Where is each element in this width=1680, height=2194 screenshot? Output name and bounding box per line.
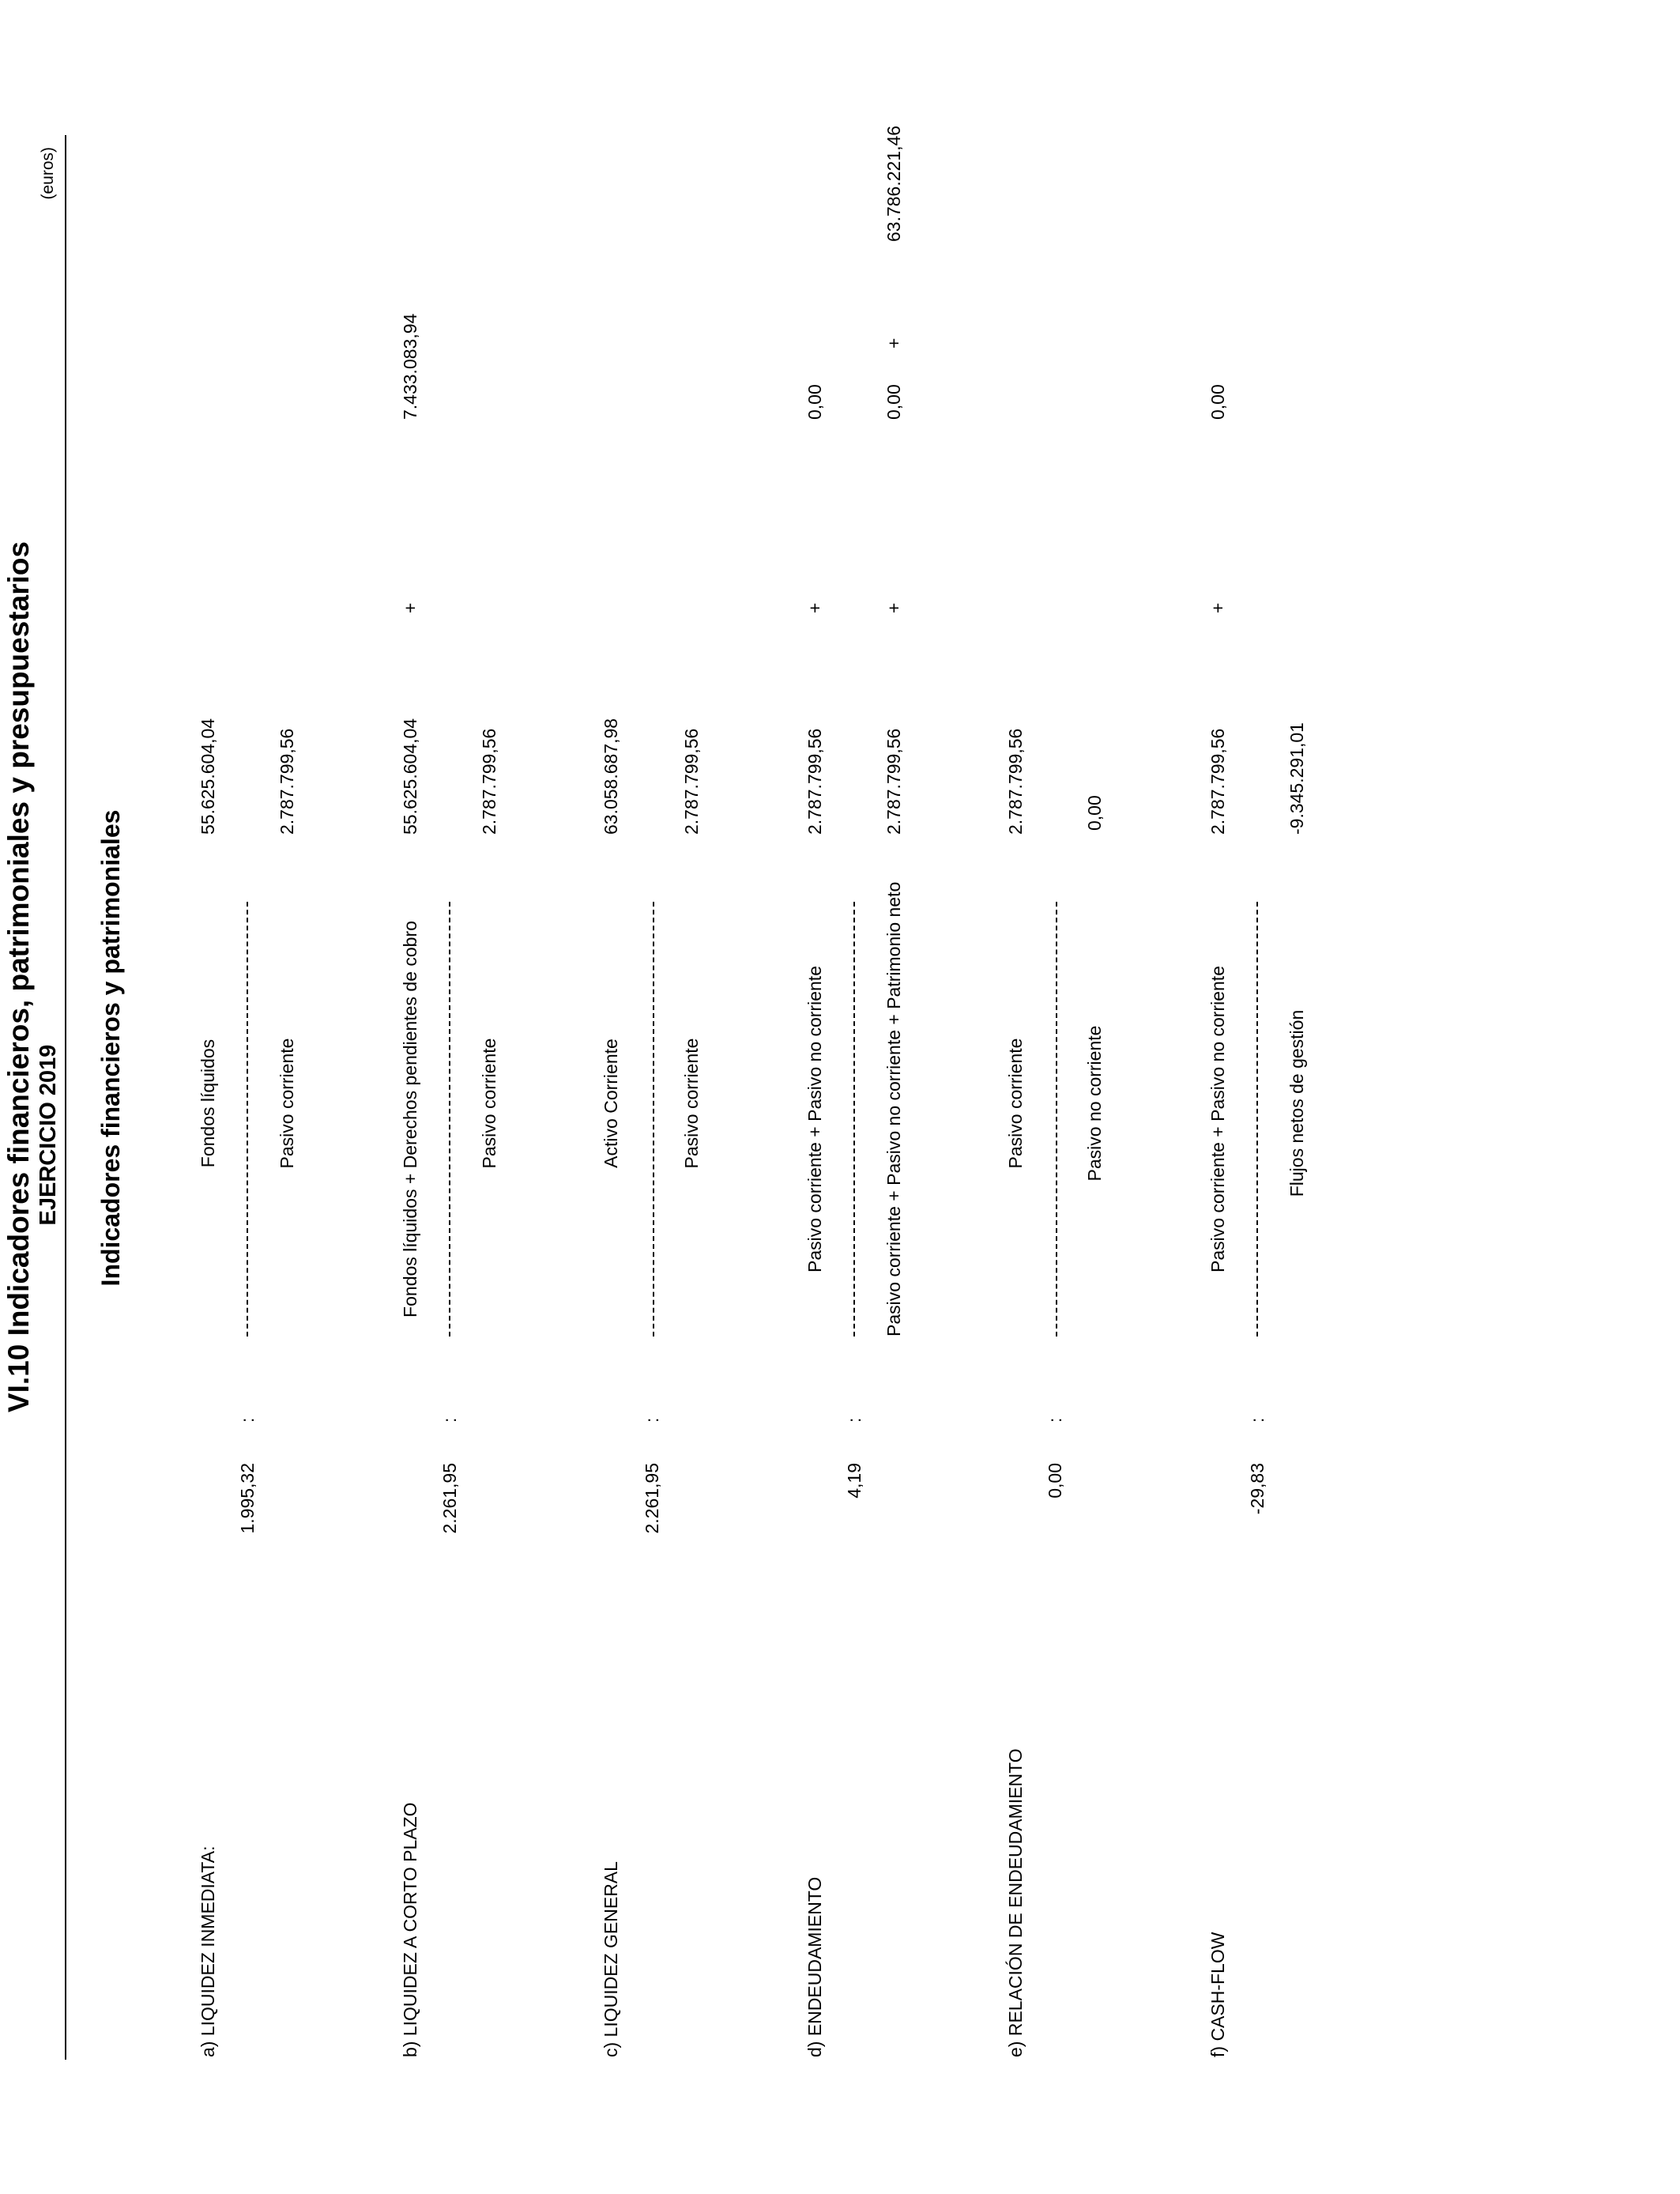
indicator-label: c) LIQUIDEZ GENERAL — [601, 1861, 621, 2057]
indicator-result: 0,00 — [1045, 1463, 1065, 1498]
fraction-line — [247, 902, 248, 1336]
indicator-colon: : — [439, 1417, 460, 1423]
numerator-formula: Pasivo corriente + Pasivo no corriente — [1207, 966, 1228, 1273]
numerator-value: 2.787.799,56 — [804, 728, 825, 835]
plus-operator: + — [400, 602, 420, 613]
indicator-colon: : — [237, 1417, 258, 1423]
denominator-formula: Pasivo corriente — [277, 1038, 297, 1169]
denominator-value: -9.345.291,01 — [1286, 722, 1307, 835]
numerator-formula: Pasivo corriente — [1005, 1038, 1026, 1169]
indicator-result: -29,83 — [1247, 1463, 1268, 1515]
numerator-value: 7.433.083,94 — [400, 313, 420, 420]
indicator-label: b) LIQUIDEZ A CORTO PLAZO — [400, 1802, 420, 2057]
denominator-formula: Pasivo corriente — [479, 1038, 499, 1169]
denominator-formula: Flujos netos de gestión — [1286, 1009, 1307, 1197]
numerator-value: 0,00 — [1207, 384, 1228, 420]
denominator-value: 0,00 — [883, 384, 904, 420]
fraction-line — [853, 902, 855, 1336]
numerator-formula: Fondos líquidos + Derechos pendientes de cobro — [400, 921, 420, 1318]
indicator-colon: : — [1045, 1417, 1065, 1423]
indicator-result: 2.261,95 — [439, 1463, 460, 1534]
numerator-value: 0,00 — [804, 384, 825, 420]
indicator-result: 1.995,32 — [237, 1463, 258, 1534]
units-label: (euros) — [39, 147, 57, 200]
numerator-value: 2.787.799,56 — [1005, 728, 1026, 835]
indicator-label: f) CASH-FLOW — [1207, 1932, 1228, 2057]
section-title: Indicadores financieros y patrimoniales — [96, 809, 125, 1287]
plus-operator: + — [883, 602, 904, 613]
denominator-formula: Pasivo no corriente — [1084, 1025, 1105, 1182]
indicator-label: a) LIQUIDEZ INMEDIATA: — [198, 1845, 218, 2057]
numerator-formula: Fondos líquidos — [198, 1039, 218, 1168]
indicator-colon: : — [642, 1417, 662, 1423]
numerator-value: 2.787.799,56 — [1207, 728, 1228, 835]
page-subtitle: EJERCICIO 2019 — [36, 1044, 61, 1226]
numerator-formula: Activo Corriente — [601, 1039, 621, 1168]
denominator-formula: Pasivo corriente — [681, 1038, 702, 1169]
numerator-value: 63.058.687,98 — [601, 718, 621, 835]
denominator-value: 2.787.799,56 — [479, 728, 499, 835]
plus-operator: + — [1207, 602, 1228, 613]
fraction-line — [449, 902, 450, 1336]
indicator-result: 2.261,95 — [642, 1463, 662, 1534]
fraction-line — [1256, 902, 1258, 1336]
denominator-value: 0,00 — [1084, 795, 1105, 831]
indicator-label: e) RELACIÓN DE ENDEUDAMIENTO — [1005, 1748, 1026, 2057]
numerator-value: 55.625.604,04 — [198, 718, 218, 835]
fraction-line — [653, 902, 654, 1336]
denominator-value: 63.786.221,46 — [883, 125, 904, 242]
denominator-value: 2.787.799,56 — [681, 728, 702, 835]
indicator-result: 4,19 — [844, 1463, 864, 1498]
denominator-value: 2.787.799,56 — [277, 728, 297, 835]
indicator-colon: : — [844, 1417, 864, 1423]
indicator-colon: : — [1247, 1417, 1268, 1423]
numerator-value: 55.625.604,04 — [400, 718, 420, 835]
page-title: VI.10 Indicadores financieros, patrimoniales y presupuestarios — [2, 541, 35, 1413]
fraction-line — [1056, 902, 1057, 1336]
header-rule — [65, 135, 66, 2060]
denominator-value: 2.787.799,56 — [883, 728, 904, 835]
numerator-formula: Pasivo corriente + Pasivo no corriente — [804, 966, 825, 1273]
plus-operator: + — [804, 602, 825, 613]
plus-operator: + — [883, 337, 904, 349]
denominator-formula: Pasivo corriente + Pasivo no corriente + Patrimonio neto — [883, 881, 904, 1336]
indicator-label: d) ENDEUDAMIENTO — [804, 1876, 825, 2057]
